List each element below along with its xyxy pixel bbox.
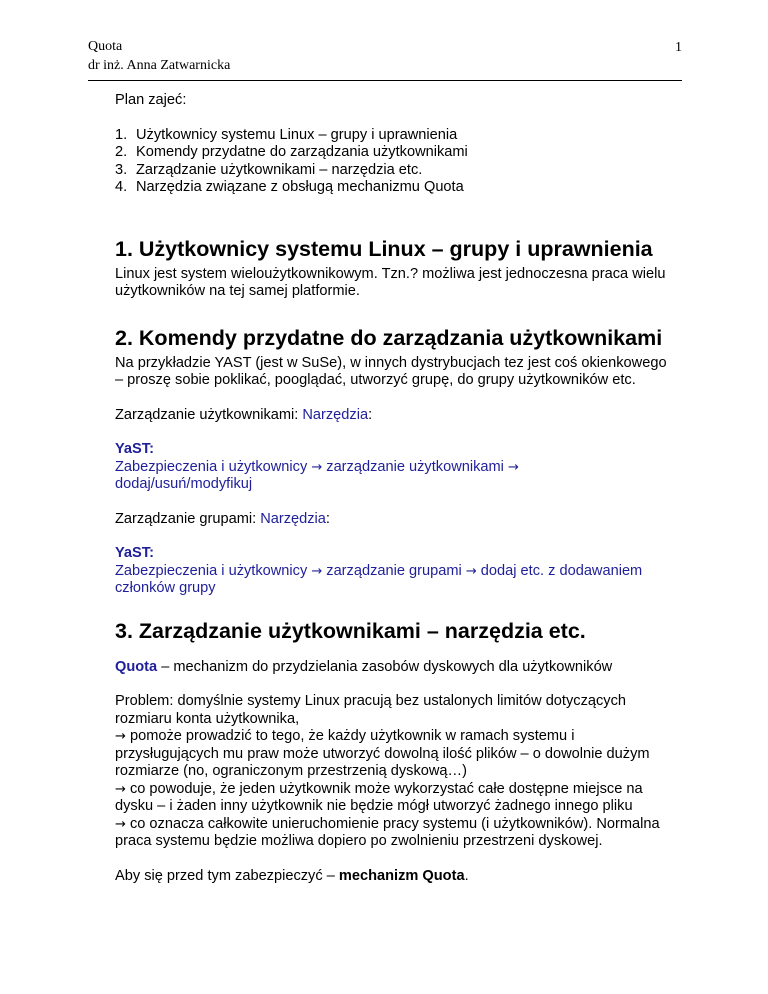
quota-term: Quota	[115, 658, 158, 675]
users-tools-label: Zarządzanie użytkownikami:	[115, 406, 303, 423]
plan-item-number: 4.	[115, 179, 128, 195]
plan-item-text: Użytkownicy systemu Linux – grupy i uprawnienia	[136, 126, 458, 143]
arrow-icon: →	[507, 459, 519, 475]
problem-text-2: pomoże prowadzić to tego, że każdy użytkownik w ramach systemu i przysługujących mu praw może utworzyć dowolną ilość plików – o dowolnie dużym rozmiarze (no, ograniczonym przestrzenią dyskową…)	[115, 728, 650, 779]
final-text: Aby się przed tym zabezpieczyć –	[115, 867, 339, 884]
section-1-heading: 1. Użytkownicy systemu Linux – grupy i uprawnienia	[115, 236, 653, 261]
header-title: Quota	[88, 39, 123, 54]
arrow-icon: →	[115, 781, 126, 797]
plan-item	[115, 144, 675, 162]
section-2-heading: 2. Komendy przydatne do zarządzania użytkownikami	[115, 325, 663, 350]
problem-text-4: co oznacza całkowite unieruchomienie pracy systemu (i użytkowników). Normalna praca systemu będzie możliwa dopiero po zwolnieniu przestrzeni dyskowej.	[115, 815, 660, 849]
yast-label: YaST:	[115, 545, 154, 561]
users-path-3: dodaj/usuń/modyfikuj	[115, 476, 253, 492]
section-1-paragraph: Linux jest system wieloużytkownikowym. Tzn.? możliwa jest jednoczesna praca wielu użytkowników na tej samej platformie.	[115, 265, 666, 299]
final-emphasis: mechanizm Quota	[338, 867, 465, 884]
plan-item-text: Komendy przydatne do zarządzania użytkownikami	[136, 144, 468, 160]
yast-label: YaST:	[115, 441, 154, 457]
plan-item-number: 3.	[115, 161, 128, 178]
plan-item-text: Narzędzia związane z obsługą mechanizmu Quota	[136, 179, 464, 195]
yast-users-block	[115, 441, 675, 494]
groups-tools-label: Zarządzanie grupami:	[115, 510, 261, 527]
quota-definition-text: – mechanizm do przydzielania zasobów dyskowych dla użytkowników	[157, 658, 613, 675]
groups-path-3: dodaj etc. z dodawaniem członków grupy	[115, 562, 643, 596]
plan-item-number: 1.	[115, 126, 128, 143]
section-2-paragraph: Na przykładzie YAST (jest w SuSe), w innych dystrybucjach tez jest coś okienkowego – proszę sobie poklikać, pooglądać, utworzyć grupę, do grupy użytkowników etc.	[115, 354, 667, 388]
problem-text-1: Problem: domyślnie systemy Linux pracują bez ustalonych limitów dotyczących rozmiaru konta użytkownika,	[115, 693, 626, 727]
plan-title: Plan zajeć:	[115, 92, 187, 108]
colon-text: :	[368, 406, 373, 423]
colon-text: :	[325, 510, 330, 527]
plan-list	[115, 127, 675, 197]
arrow-icon: →	[465, 563, 477, 579]
groups-path-1: Zabezpieczenia i użytkownicy	[115, 562, 308, 579]
final-period: .	[464, 867, 469, 884]
groups-tools-line	[115, 511, 675, 529]
plan-item	[115, 127, 675, 145]
users-path-2: zarządzanie użytkownikami	[322, 458, 508, 475]
users-path-1: Zabezpieczenia i użytkownicy	[115, 458, 308, 475]
arrow-icon: →	[311, 563, 323, 579]
problem-text-3: co powoduje, że jeden użytkownik może wykorzystać całe dostępne miejsce na dysku – i żaden inny użytkownik nie będzie mógł utworzyć żadnego innego pliku	[115, 780, 643, 814]
groups-path-2: zarządzanie grupami	[322, 562, 466, 579]
final-sentence	[115, 868, 675, 886]
plan-item-number: 2.	[115, 144, 128, 160]
document-body	[115, 92, 675, 885]
arrow-icon: →	[311, 459, 323, 475]
arrow-icon: →	[115, 816, 126, 832]
yast-groups-block	[115, 545, 675, 598]
plan-item	[115, 162, 675, 180]
problem-paragraph	[115, 693, 675, 851]
header-author: dr inż. Anna Zatwarnicka	[88, 58, 231, 73]
page-number: 1	[675, 40, 682, 55]
quota-definition	[115, 659, 675, 677]
plan-item-text: Zarządzanie użytkownikami – narzędzia etc.	[136, 161, 423, 178]
section-3-heading: 3. Zarządzanie użytkownikami – narzędzia etc.	[115, 618, 586, 643]
plan-item	[115, 179, 675, 197]
groups-tools-link[interactable]: Narzędzia	[260, 510, 326, 527]
users-tools-line	[115, 407, 675, 425]
users-tools-link[interactable]: Narzędzia	[302, 406, 369, 423]
page-header	[88, 38, 682, 81]
arrow-icon: →	[115, 729, 126, 744]
